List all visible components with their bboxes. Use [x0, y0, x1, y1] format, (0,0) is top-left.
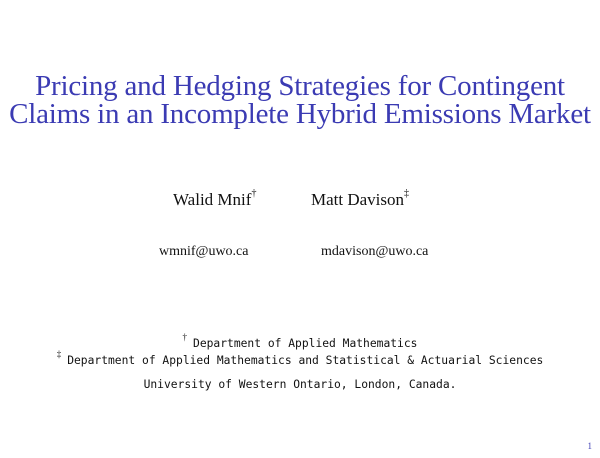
affiliation-text: Department of Applied Mathematics: [193, 336, 418, 350]
title-line-1: Pricing and Hedging Strategies for Contingent: [35, 70, 565, 102]
email-matt-davison: mdavison@uwo.ca: [321, 244, 429, 259]
author-matt-davison: [311, 190, 409, 210]
affiliation-mark: ‡: [56, 349, 62, 359]
author-mark: ‡: [404, 188, 410, 200]
author-name: Matt Davison: [311, 190, 405, 209]
author-mark: †: [251, 188, 257, 200]
affiliation-text: Department of Applied Mathematics and Statistical & Actuarial Sciences: [67, 353, 544, 367]
presentation-title: [0, 72, 600, 128]
affiliation-mark: †: [182, 332, 188, 342]
affiliation-2: [0, 351, 600, 367]
page-number: 1: [587, 441, 592, 451]
institution: University of Western Ontario, London, Canada.: [143, 378, 457, 391]
author-name: Walid Mnif: [173, 190, 252, 209]
affiliation-1: [0, 334, 600, 350]
author-walid-mnif: [173, 190, 256, 210]
title-line-2: Claims in an Incomplete Hybrid Emissions Market: [9, 98, 591, 130]
email-walid-mnif: wmnif@uwo.ca: [159, 244, 249, 259]
